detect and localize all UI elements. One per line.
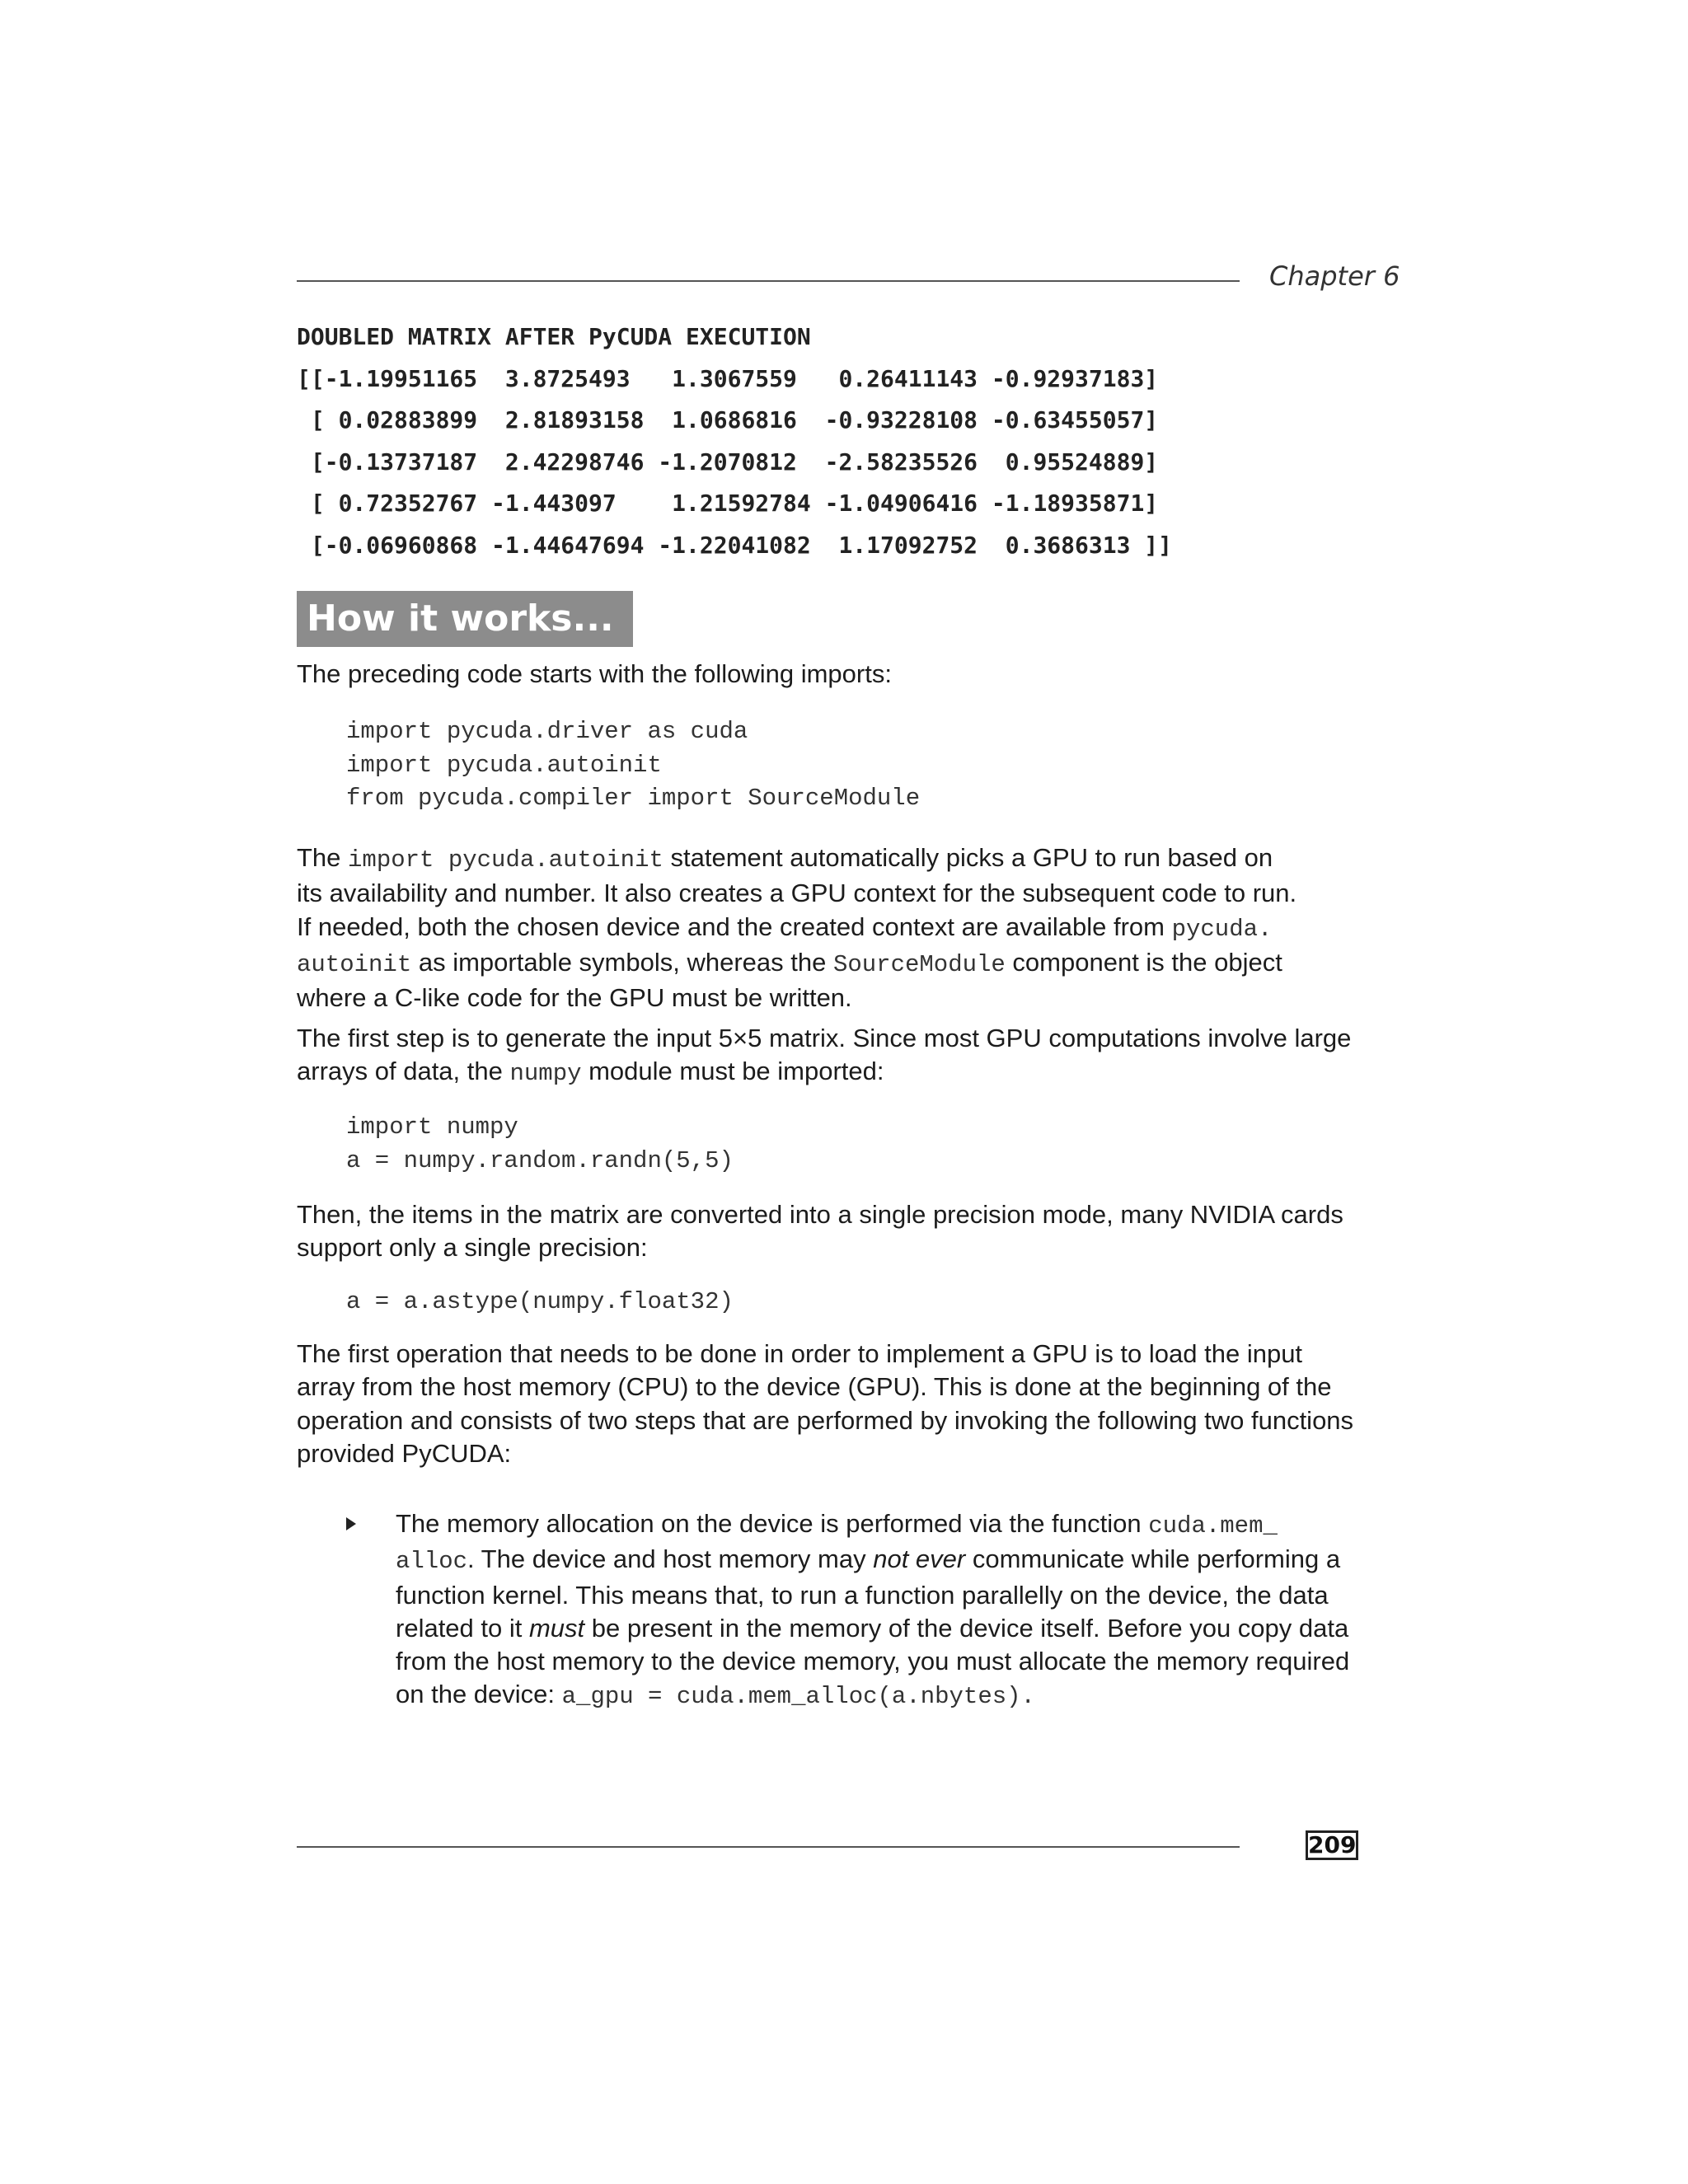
paragraph-line: support only a single precision: (297, 1233, 648, 1263)
paragraph-line: arrays of data, the numpy module must be imported: (297, 1057, 884, 1088)
header-rule (297, 280, 1240, 282)
emphasis: not ever (873, 1544, 966, 1574)
paragraph-line: The first step is to generate the input 5×5 matrix. Since most GPU computations involve large (297, 1024, 1352, 1052)
matrix-row: [ 0.02883899 2.81893158 1.0686816 -0.93228108 -0.63455057] (297, 406, 1159, 434)
code-block-numpy (346, 1111, 734, 1178)
emphasis: must (528, 1613, 585, 1643)
bullet-arrow-icon (346, 1517, 356, 1530)
footer-rule (297, 1846, 1240, 1848)
paragraph-line: alloc. The device and host memory may not ever communicate while performing a (396, 1544, 1341, 1576)
paragraph-line: The first operation that needs to be done in order to implement a GPU is to load the input (297, 1339, 1303, 1368)
inline-code: alloc (396, 1548, 468, 1576)
inline-code: a_gpu = cuda.mem_alloc(a.nbytes). (561, 1683, 1035, 1711)
code-block-imports (346, 715, 920, 816)
paragraph-line: The preceding code starts with the following imports: (297, 659, 892, 688)
paragraph-line: function kernel. This means that, to run a function parallelly on the device, the data (396, 1580, 1329, 1610)
paragraph-line: operation and consists of two steps that are performed by invoking the following two functions (297, 1405, 1354, 1435)
paragraph-imports-intro (297, 658, 1385, 691)
bullet-item-memory-allocation (396, 1507, 1401, 1714)
paragraph-line: provided PyCUDA: (297, 1438, 512, 1468)
code-line: import pycuda.autoinit (346, 751, 662, 779)
page-number: 209 (1306, 1830, 1358, 1860)
inline-code: import pycuda.autoinit (348, 846, 663, 874)
paragraph-line: its availability and number. It also creates a GPU context for the subsequent code to run. (297, 879, 1297, 908)
matrix-row: [-0.06960868 -1.44647694 -1.22041082 1.17092752 0.3686313 ]] (297, 531, 1173, 559)
paragraph-line: related to it must be present in the memory of the device itself. Before you copy data (396, 1613, 1349, 1643)
paragraph-line: from the host memory to the device memory, you must allocate the memory required (396, 1647, 1350, 1676)
matrix-row: [[-1.19951165 3.8725493 1.3067559 0.26411143 -0.92937183] (297, 364, 1159, 392)
paragraph-first-step (297, 1022, 1385, 1091)
code-line: import numpy (346, 1113, 518, 1141)
code-line: from pycuda.compiler import SourceModule (346, 785, 921, 812)
paragraph-line: The memory allocation on the device is performed via the function cuda.mem_ (396, 1509, 1278, 1540)
section-heading: How it works... (297, 591, 633, 647)
paragraph-line: on the device: a_gpu = cuda.mem_alloc(a.nbytes). (396, 1680, 1035, 1711)
paragraph-single-precision (297, 1198, 1385, 1265)
inline-code: autoinit (297, 950, 412, 978)
inline-code: SourceModule (832, 950, 1006, 978)
inline-code: cuda.mem_ (1148, 1512, 1278, 1540)
inline-code: pycuda. (1171, 915, 1273, 943)
code-line: a = numpy.random.randn(5,5) (346, 1146, 734, 1174)
matrix-row: [-0.13737187 2.42298746 -1.2070812 -2.58235526 0.95524889] (297, 448, 1159, 476)
paragraph-autoinit (297, 841, 1385, 1015)
paragraph-line: The import pycuda.autoinit statement automatically picks a GPU to run based on (297, 843, 1273, 874)
paragraph-line: If needed, both the chosen device and the created context are available from pycuda. (297, 912, 1273, 943)
paragraph-line: Then, the items in the matrix are converted into a single precision mode, many NVIDIA cards (297, 1200, 1343, 1229)
matrix-title: DOUBLED MATRIX AFTER PyCUDA EXECUTION (297, 323, 811, 350)
code-block-astype (346, 1286, 734, 1319)
paragraph-first-operation (297, 1338, 1385, 1470)
code-line: import pycuda.driver as cuda (346, 718, 748, 745)
code-line: a = a.astype(numpy.float32) (346, 1288, 734, 1315)
paragraph-line: where a C-like code for the GPU must be written. (297, 983, 852, 1013)
paragraph-line: array from the host memory (CPU) to the device (GPU). This is done at the beginning of the (297, 1372, 1332, 1402)
chapter-label: Chapter 6 (1269, 260, 1400, 292)
paragraph-line: autoinit as importable symbols, whereas the SourceModule component is the object (297, 947, 1282, 978)
matrix-row: [ 0.72352767 -1.443097 1.21592784 -1.04906416 -1.18935871] (297, 490, 1159, 517)
matrix-output (297, 316, 1172, 566)
inline-code: numpy (509, 1060, 582, 1088)
